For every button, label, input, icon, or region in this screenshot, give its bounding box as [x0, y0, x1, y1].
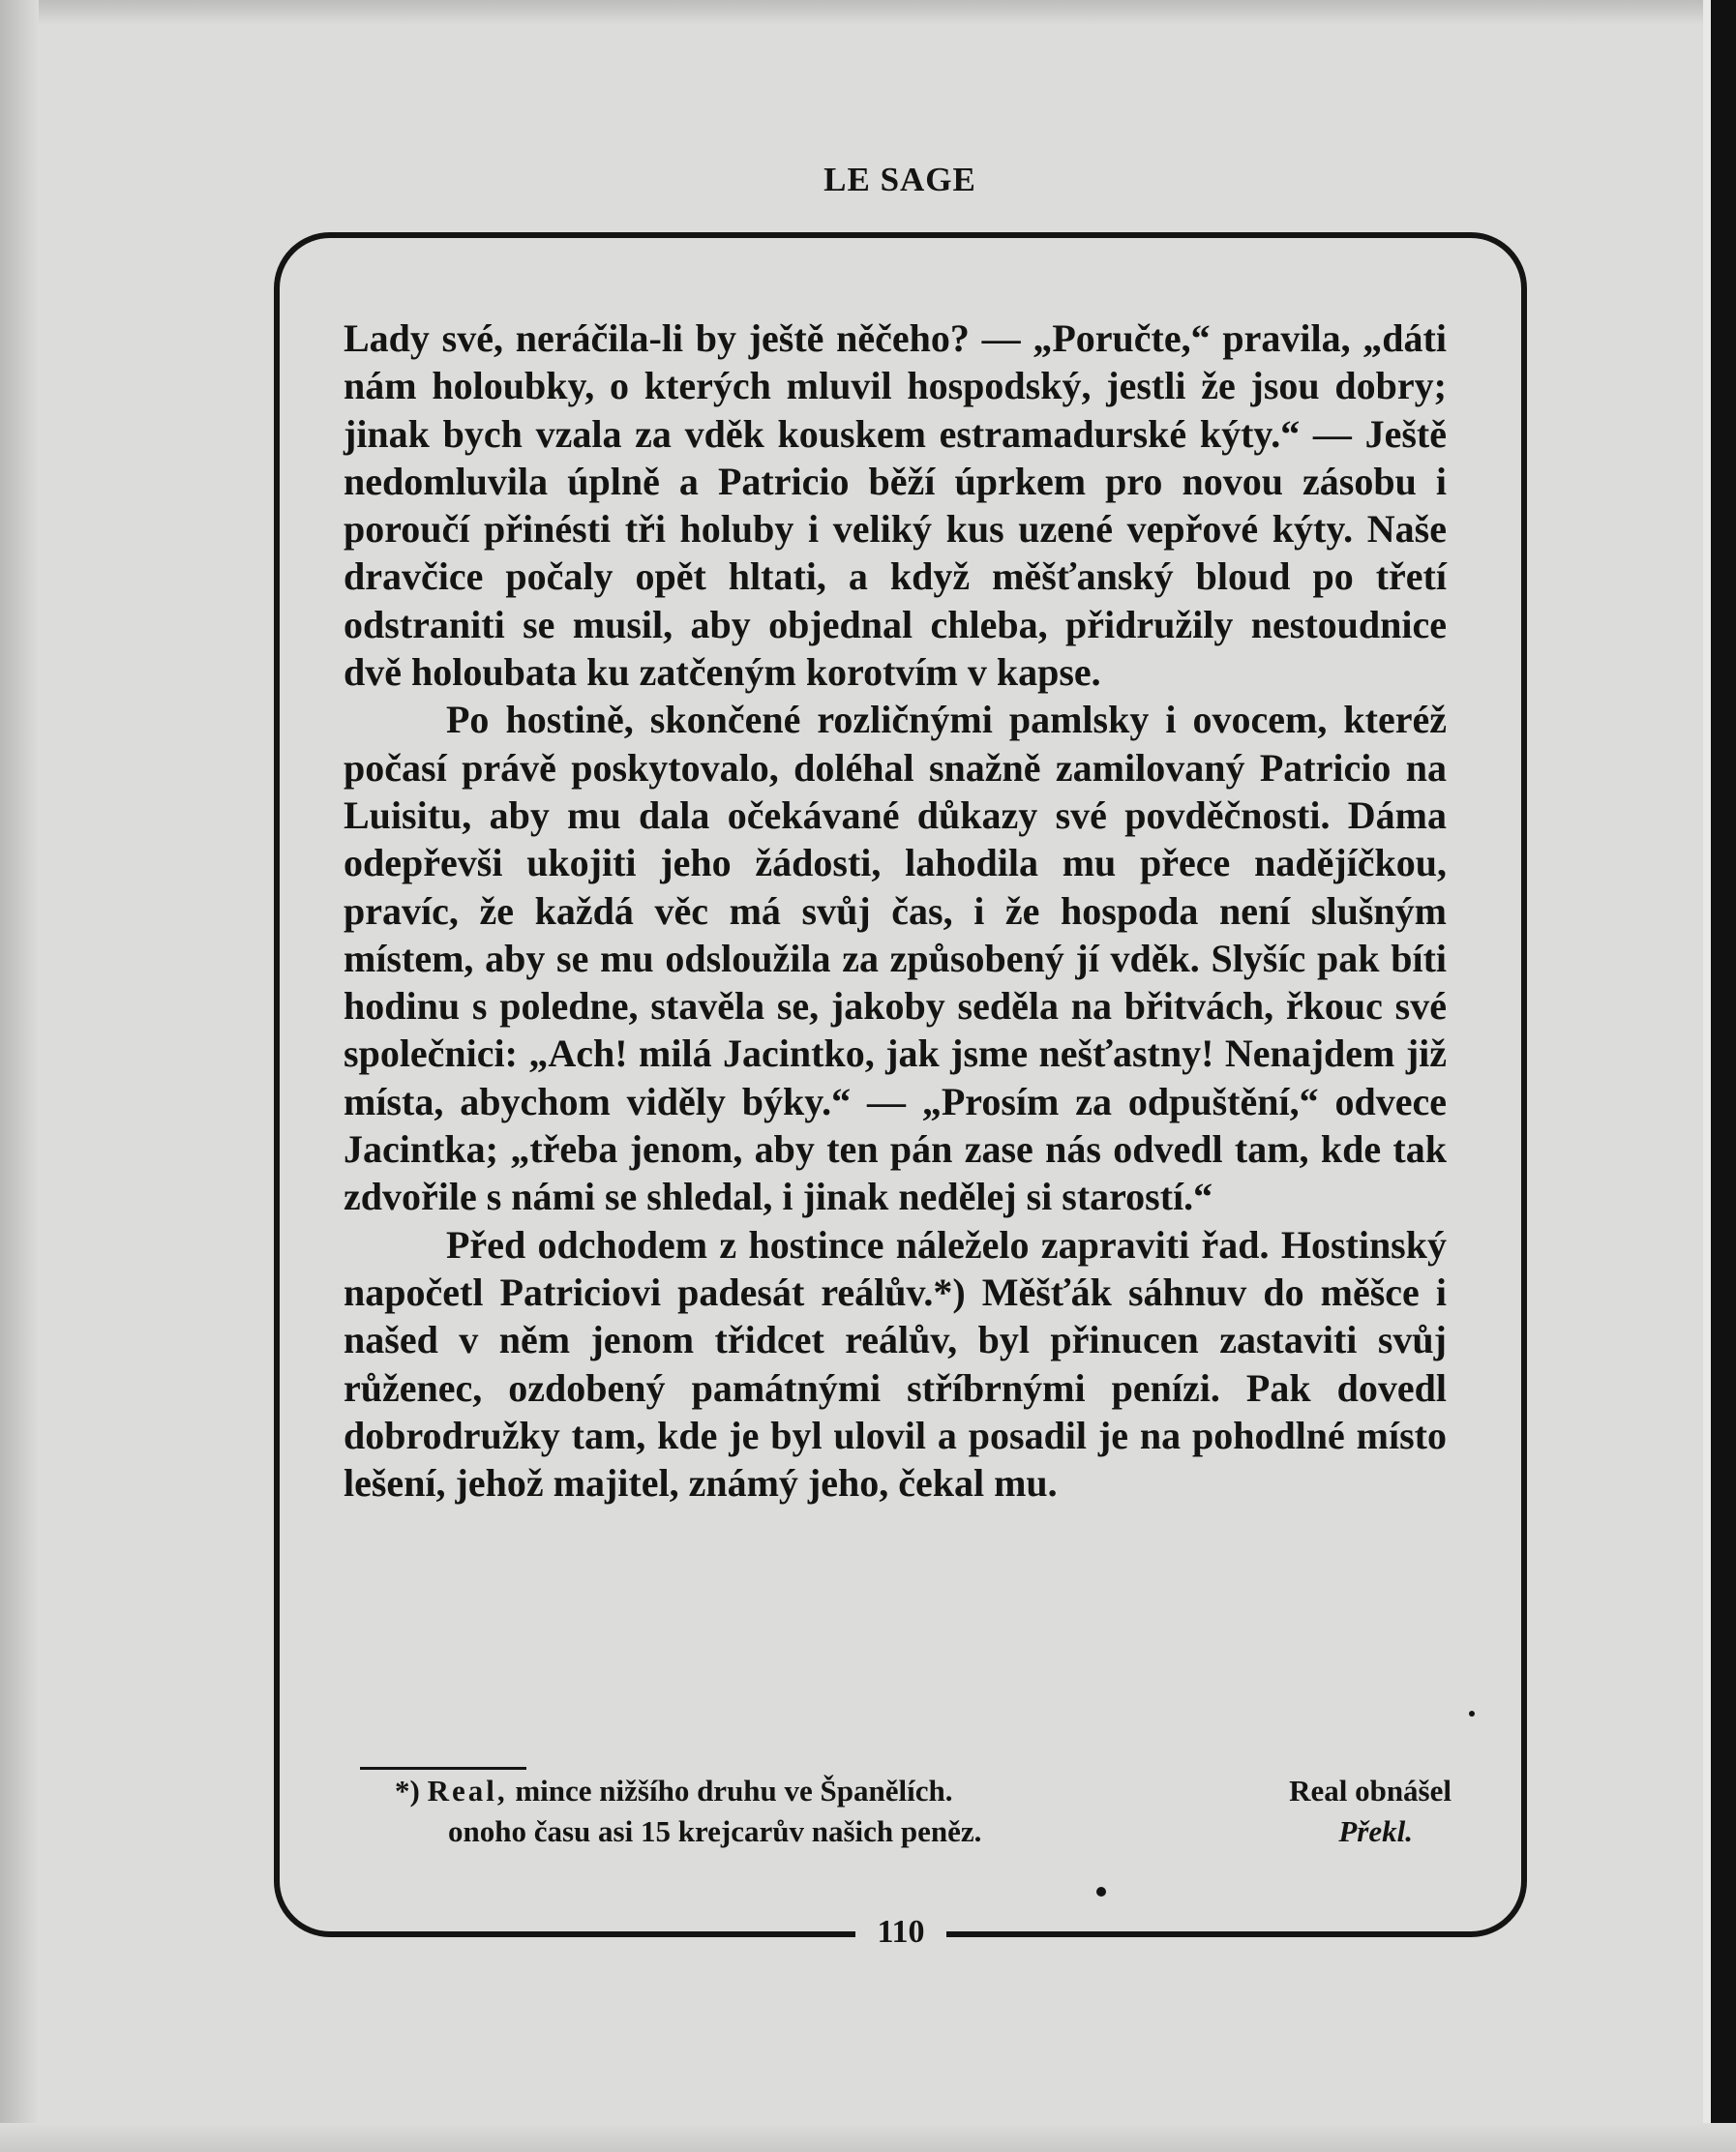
body-text — [344, 314, 1447, 1507]
footnote-term: Real, — [427, 1774, 508, 1808]
footnote-line-2 — [348, 1811, 1452, 1852]
scan-edge-top — [0, 0, 1736, 25]
print-speck — [1096, 1887, 1106, 1897]
print-speck — [1469, 1711, 1475, 1717]
scan-edge-right-gap — [1703, 0, 1711, 2152]
scan-edge-right — [1711, 0, 1736, 2152]
page-number-text: 110 — [855, 1914, 945, 1950]
paragraph-2: Po hostině, skončené rozličnými pamlsky i ovocem, kteréž počasí právě poskytovalo, doléhal snažně zamilovaný Patricio na Luisitu, aby mu dala očekávané důkazy své povděčnosti. Dáma odepřevši ukojiti jeho žádosti, lahodila mu přece nadějíčkou, pravíc, že každá věc má svůj čas, i že hospoda není slušným místem, aby se mu odsloužila za způsobený jí vděk. Slyšíc pak bíti hodinu s poledne, stavěla se, jakoby seděla na břitvách, řkouc své společnici: „Ach! milá Jacintko, jak jsme nešťastny! Nenajdem již místa, abychom viděly býky.“ — „Prosím za odpuštění,“ odvece Jacintka; „třeba jenom, aby ten pán zase nás odvedl tam, kde tak zdvořile s námi se shledal, i jinak nedělej si starostí.“ — [344, 698, 1447, 1219]
footnote-line-1-end: Real obnášel — [1289, 1774, 1452, 1808]
paragraph-1: Lady své, neráčila-li by ještě něčeho? — „Poručte,“ pravila, „dáti nám holoubky, o kterých mluvil hospodský, jestli že jsou dobry; jinak bych vzala za vděk kouskem estramadurské kýty.“ — Ještě nedomluvila úplně a Patricio běží úprkem pro novou zásobu i poroučí přinésti tři holuby i veliký kus uzené vepřové kýty. Naše dravčice počaly opět hltati, a když měšťanský bloud po třetí odstraniti se musil, aby objednal chleba, přidružily nestoudnice dvě holoubata ku zatčeným korotvím v kapse. — [344, 316, 1447, 695]
footnote-signature: Překl. — [1338, 1814, 1413, 1848]
footnote-line-1 — [348, 1771, 1452, 1811]
footnote-marker: *) — [395, 1774, 420, 1808]
page-number — [0, 1914, 1736, 1951]
footnote-lead — [395, 1771, 953, 1811]
footnote — [348, 1771, 1452, 1852]
footnote-rule — [360, 1767, 526, 1770]
footnote-definition: mince nižšího druhu ve Španělích. — [515, 1774, 953, 1808]
running-head: LE SAGE — [823, 161, 976, 198]
paragraph-3: Před odchodem z hostince náleželo zapraviti řad. Hostinský napočetl Patriciovi padesát reálův.*) Měšťák sáhnuv do měšce i našed v něm jenom třidcet reálův, byl přinucen zastaviti svůj růženec, ozdobený památnými stříbrnými penízi. Pak dovedl dobrodružky tam, kde je byl ulovil a posadil je na pohodlné místo lešení, jehož majitel, známý jeho, čekal mu. — [344, 1222, 1447, 1506]
scan-edge-left — [0, 0, 39, 2152]
footnote-line-2-text: onoho času asi 15 krejcarův našich peněz. — [448, 1814, 982, 1848]
scan-edge-bottom — [0, 2123, 1736, 2152]
